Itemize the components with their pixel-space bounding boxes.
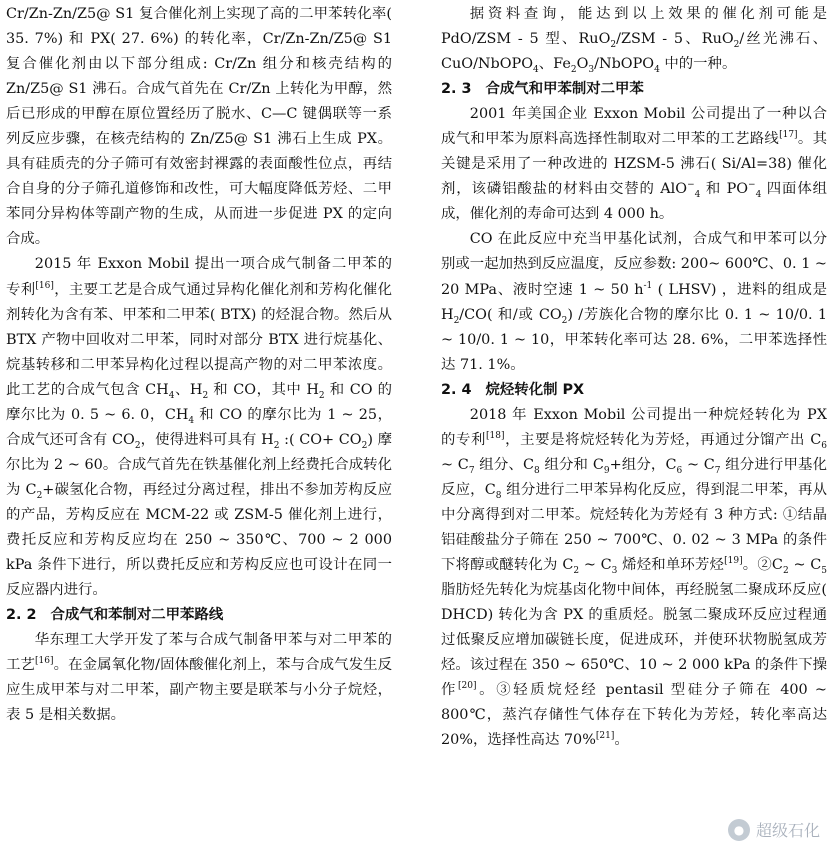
watermark-text: 超级石化 (755, 821, 820, 840)
citation: [16] (35, 280, 54, 291)
section-heading-2-3: 2. 3 合成气和甲苯制对二甲苯 (441, 81, 644, 98)
paragraph-left-3: 华东理工大学开发了苯与合成气制备甲苯与对二甲苯的工艺[16]。在金属氧化物/固体酸催化剂上，苯与合成气发生反应生成甲苯与对二甲苯，副产物主要是联苯与小分子烷烃，表 5 是相关数据。 (6, 632, 392, 724)
paragraph-right-3: CO 在此反应中充当甲基化试剂，合成气和甲苯可以分别或一起加热到反应温度，反应参数: 200~ 600℃、0. 1 ~ 20 MPa、液时空速 1 ~ 50 $h^{-1}$ ( LHSV) ，进料的组成是 $H_2/CO$( 和/或 $CO_2$) /芳族化合物的摩尔比 0. 1 ~ 10/0. 1 ~ 10/0. 1 ~ 10，甲苯转化率可达 28. 6%，二甲苯选择性达 71. 1%。 (441, 231, 828, 373)
section-heading-2-4: 2. 4 烷烃转化制 PX (441, 381, 585, 398)
paragraph-right-2: 2001 年美国企业 Exxon Mobil 公司提出了一种以合成气和甲苯为原料高选择性制取对二甲苯的工艺路线[17]。其关键是采用了一种改进的 HZSM-5 沸石( Si/Al=38) 催化剂，该磷铝酸盐的材料由交替的 AlO−$_4$ 和 $PO^-_4$ 四面体组成，催化剂的寿命可达到 4 000 h。 (441, 106, 827, 223)
left-column (6, 2, 392, 728)
watermark (728, 818, 820, 841)
citation: [20] (458, 681, 477, 692)
paragraph-left-1: Cr/Zn-Zn/Z5@ S1 复合催化剂上实现了高的二甲苯转化率( 35. 7%) 和 PX( 27. 6%) 的转化率，Cr/Zn-Zn/Z5@ S1 复合催化剂由以下部分组成: Cr/Zn 组分和核壳结构的 Zn/Z5@ S1 沸石。合成气首先在 Cr/Zn 上转化为甲醇，然后已形成的甲醇在原位置经历了脱水、C—C 键偶联等一系列反应步骤，在核壳结构的 Zn/Z5@ S1 沸石上生成 PX。具有硅质壳的分子筛可有效密封裸露的表面酸性位点，再结合自身的分子筛孔道修饰和改性，可大幅度降低芳烃、二甲苯同分异构体等副产物的生成，从而进一步促进 PX 的定向合成。 (6, 6, 392, 248)
paragraph-left-2: 2015 年 Exxon Mobil 提出一项合成气制备二甲苯的专利[16]，主要工艺是合成气通过异构化催化剂和芳构化催化剂转化为含有苯、甲苯和二甲苯( BTX) 的烃混合物。然后从 BTX 产物中回收对二甲苯，同时对部分 BTX 进行烷基化、烷基转移和二甲苯异构化过程以提高产物的对二甲苯浓度。此工艺的合成气包含 $CH_4$、$H_2$ 和 CO，其中 $H_2$ 和 CO 的摩尔比为 0. 5 ~ 6. 0，$CH_4$ 和 CO 的摩尔比为 1 ~ 25，合成气还可含有 $CO_2$，使得进料可具有 $H_2$ :( $CO+ CO_2$) 摩尔比为 2 ~ 60。合成气首先在铁基催化剂上经费托合成转化为 $C_2+$碳氢化合物，再经过分离过程，排出不参加芳构反应的产品，芳构反应在 MCM-22 或 ZSM-5 催化剂上进行，费托反应和芳构反应均在 250 ~ 350℃、700 ~ 2 000 kPa 条件下进行，所以费托反应和芳构反应也可设计在同一反应器内进行。 (6, 256, 393, 599)
citation: [17] (779, 130, 798, 141)
citation: [19] (724, 556, 743, 567)
citation: [16] (35, 656, 54, 667)
right-column (441, 2, 827, 753)
paragraph-right-1: 据资料查询，能达到以上效果的催化剂可能是 PdO/ZSM - 5 型、RuO$_2$/ZSM - 5、RuO$_2$/丝光沸石、CuO/NbOPO$_4$、$Fe_2O_3/NbOPO_4$ 中的一种。 (441, 6, 827, 75)
citation: [18] (486, 431, 505, 441)
citation: [21] (595, 731, 615, 742)
wechat-icon: ● (728, 819, 750, 841)
paragraph-right-4: 2018 年 Exxon Mobil 公司提出一种烷烃转化为 PX 的专利[18]，主要是将烷烃转化为芳烃，再通过分馏产出 $C_6$ ~ $C_7$ 组分、$C_8$ 组分和 $C_9+$组分，$C_6$ ~ $C_7$ 组分进行甲基化反应，$C_8$ 组分进行二甲苯异构化反应，得到混二甲苯，再从中分离得到对二甲苯。烷烃转化为芳烃有 3 种方式: ①结晶铝硅酸盐分子筛在 250 ~ 700℃、0. 02 ~ 3 MPa 的条件下将醇或醚转化为 $C_2$ ~ $C_3$ 烯烃和单环芳烃[19]。$②C_2$ ~ $C_5$ 脂肪烃先转化为烷基卤化物中间体，再经脱氢二聚成环反应( DHCD) 转化为含 PX 的重质烃。脱氢二聚成环反应过程通过低聚反应增加碳链长度，促进成环，并使环状物脱氢成芳烃。该过程在 350 ~ 650℃、10 ~ 2 000 kPa 的条件下操作[20]。③轻质烷烃经 pentasil 型硅分子筛在 400 ~ 800℃，蒸汽存储性气体存在下转化为芳烃，转化率高达 20%，选择性高达 70%[21]。 (441, 406, 828, 749)
section-heading-2-2: 2. 2 合成气和苯制对二甲苯路线 (6, 607, 224, 624)
